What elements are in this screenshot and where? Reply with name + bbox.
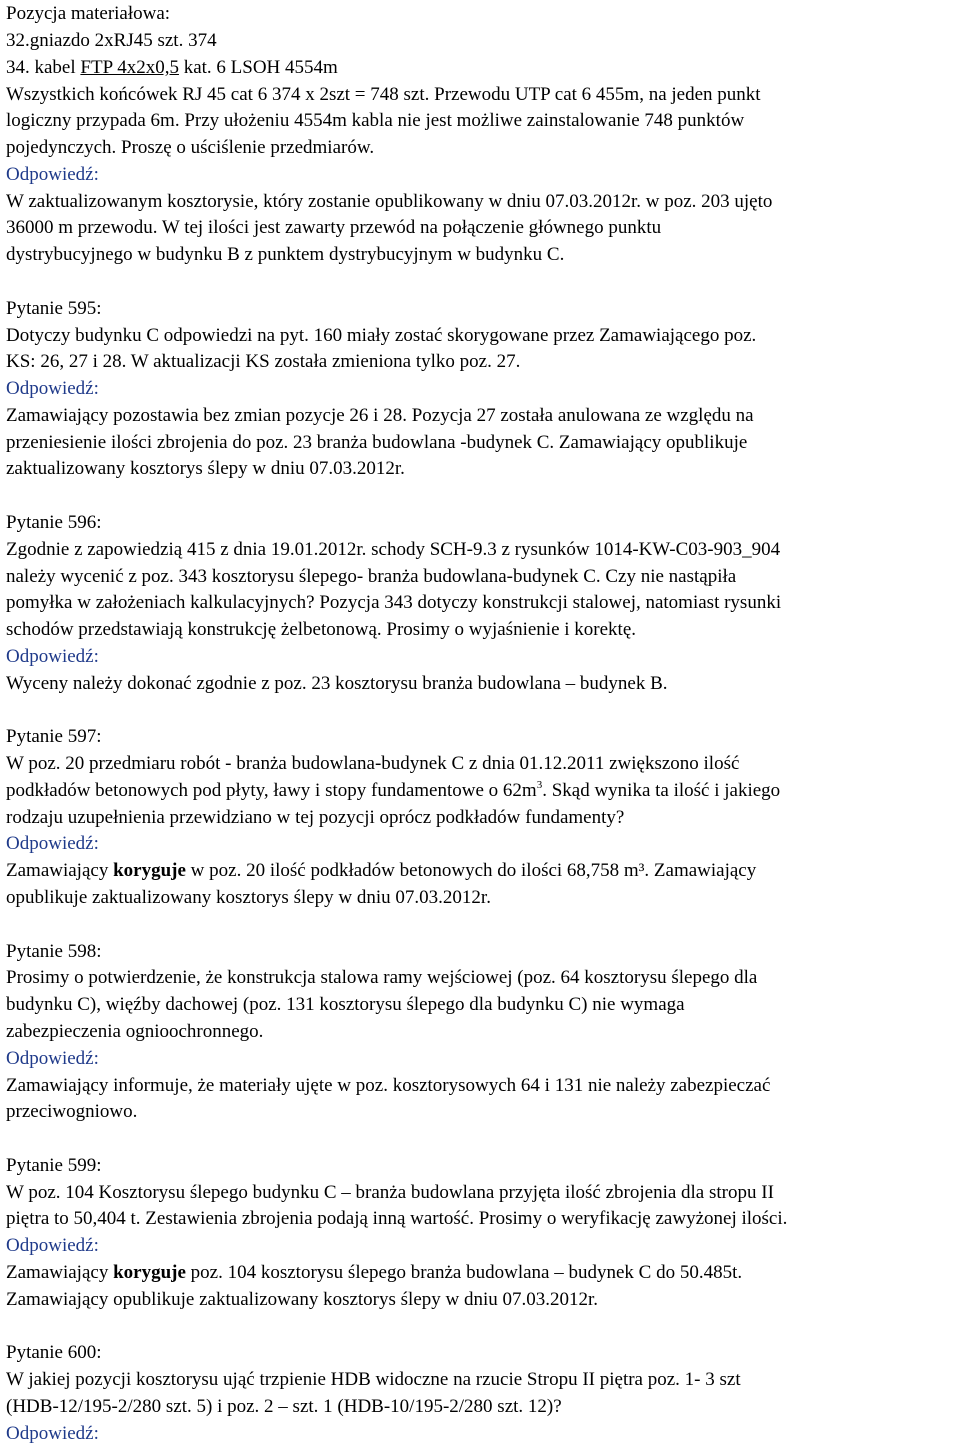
answer-line: dystrybucyjnego w budynku B z punktem dystrybucyjnym w budynku C.: [6, 244, 565, 265]
question-line: piętra to 50,404 t. Zestawienia zbrojenia podają inną wartość. Prosimy o weryfikację zawyżonej ilości.: [6, 1208, 788, 1229]
question-line: pomyłka w założeniach kalkulacyjnych? Pozycja 343 dotyczy konstrukcji stalowej, natomiast rysunki: [6, 592, 782, 613]
question-line: Zgodnie z zapowiedzią 415 z dnia 19.01.2012r. schody SCH-9.3 z rysunków 1014-KW-C03-903_904: [6, 539, 781, 560]
answer-label: Odpowiedź:: [6, 646, 99, 667]
text-span: . Skąd wynika ta ilość i jakiego: [542, 780, 781, 801]
question-title: Pytanie 599:: [6, 1155, 102, 1176]
answer-line: przeciwogniowo.: [6, 1101, 138, 1122]
question-line: Dotyczy budynku C odpowiedzi na pyt. 160 miały zostać skorygowane przez Zamawiającego poz.: [6, 325, 757, 346]
intro-line: pojedynczych. Proszę o uściślenie przedmiarów.: [6, 137, 375, 158]
intro-line: [6, 55, 338, 81]
answer-line: W zaktualizowanym kosztorysie, który zostanie opublikowany w dniu 07.03.2012r. w poz. 203 ujęto: [6, 191, 773, 212]
question-line: (HDB-12/195-2/280 szt. 5) i poz. 2 – szt. 1 (HDB-10/195-2/280 szt. 12)?: [6, 1396, 562, 1417]
answer-line: Zamawiający opublikuje zaktualizowany kosztorys ślepy w dniu 07.03.2012r.: [6, 1289, 599, 1310]
question-line: KS: 26, 27 i 28. W aktualizacji KS została zmieniona tylko poz. 27.: [6, 351, 521, 372]
question-line: należy wycenić z poz. 343 kosztorysu ślepego- branża budowlana-budynek C. Czy nie nastąpiła: [6, 566, 737, 587]
answer-label: Odpowiedź:: [6, 378, 99, 399]
question-line: W poz. 104 Kosztorysu ślepego budynku C – branża budowlana przyjęta ilość zbrojenia dla stropu II: [6, 1182, 774, 1203]
question-title: Pytanie 598:: [6, 941, 102, 962]
answer-line: Zamawiający informuje, że materiały ujęte w poz. kosztorysowych 64 i 131 nie należy zabezpieczać: [6, 1075, 771, 1096]
text-span: poz. 104 kosztorysu ślepego branża budowlana – budynek C do 50.485t.: [185, 1262, 743, 1283]
text-span: podkładów betonowych pod płyty, ławy i stopy fundamentowe o 62m: [6, 780, 537, 801]
answer-label: Odpowiedź:: [6, 1423, 99, 1444]
question-line: [6, 778, 780, 804]
question-title: Pytanie 596:: [6, 512, 102, 533]
intro-line: Wszystkich końcówek RJ 45 cat 6 374 x 2szt = 748 szt. Przewodu UTP cat 6 455m, na jeden punkt: [6, 84, 761, 105]
answer-label: Odpowiedź:: [6, 1235, 99, 1256]
bold-term: koryguje: [113, 1262, 186, 1283]
bold-term: koryguje: [113, 860, 186, 881]
answer-line: [6, 858, 756, 884]
question-line: zabezpieczenia ognioochronnego.: [6, 1021, 264, 1042]
question-line: rodzaju uzupełnienia przewidziano w tej pozycji oprócz podkładów fundamenty?: [6, 807, 625, 828]
answer-line: Zamawiający pozostawia bez zmian pozycje 26 i 28. Pozycja 27 została anulowana ze względu na: [6, 405, 754, 426]
answer-line: zaktualizowany kosztorys ślepy w dniu 07.03.2012r.: [6, 458, 405, 479]
text-span: Zamawiający: [6, 860, 114, 881]
answer-label: Odpowiedź:: [6, 164, 99, 185]
text-span: Zamawiający: [6, 1262, 114, 1283]
question-line: W poz. 20 przedmiaru robót - branża budowlana-budynek C z dnia 01.12.2011 zwiększono ilość: [6, 753, 740, 774]
question-line: schodów przedstawiają konstrukcję żelbetonową. Prosimy o wyjaśnienie i korektę.: [6, 619, 636, 640]
answer-line: 36000 m przewodu. W tej ilości jest zawarty przewód na połączenie głównego punktu: [6, 217, 662, 238]
answer-line: Wyceny należy dokonać zgodnie z poz. 23 kosztorysu branża budowlana – budynek B.: [6, 673, 668, 694]
text-span: 34. kabel: [6, 57, 81, 78]
intro-heading: Pozycja materiałowa:: [6, 3, 171, 24]
intro-line: logiczny przypada 6m. Przy ułożeniu 4554m kabla nie jest możliwe zainstalowanie 748 punktów: [6, 110, 745, 131]
question-line: Prosimy o potwierdzenie, że konstrukcja stalowa ramy wejściowej (poz. 64 kosztorysu ślepego dla: [6, 967, 758, 988]
question-line: budynku C), więźby dachowej (poz. 131 kosztorysu ślepego dla budynku C) nie wymaga: [6, 994, 685, 1015]
answer-line: opublikuje zaktualizowany kosztorys ślepy w dniu 07.03.2012r.: [6, 887, 491, 908]
underlined-term: FTP 4x2x0,5: [80, 57, 179, 78]
question-title: Pytanie 595:: [6, 298, 102, 319]
answer-label: Odpowiedź:: [6, 833, 99, 854]
answer-line: przeniesienie ilości zbrojenia do poz. 23 branża budowlana -budynek C. Zamawiający opublikuje: [6, 432, 748, 453]
text-span: w poz. 20 ilość podkładów betonowych do ilości 68,758 m³. Zamawiający: [185, 860, 757, 881]
question-title: Pytanie 597:: [6, 726, 102, 747]
question-title: Pytanie 600:: [6, 1342, 102, 1363]
text-span: kat. 6 LSOH 4554m: [178, 57, 338, 78]
superscript: 3: [536, 778, 543, 791]
answer-line: [6, 1260, 742, 1286]
question-line: W jakiej pozycji kosztorysu ująć trzpienie HDB widoczne na rzucie Stropu II piętra poz. 1- 3 szt: [6, 1369, 741, 1390]
intro-line: 32.gniazdo 2xRJ45 szt. 374: [6, 30, 217, 51]
answer-label: Odpowiedź:: [6, 1048, 99, 1069]
